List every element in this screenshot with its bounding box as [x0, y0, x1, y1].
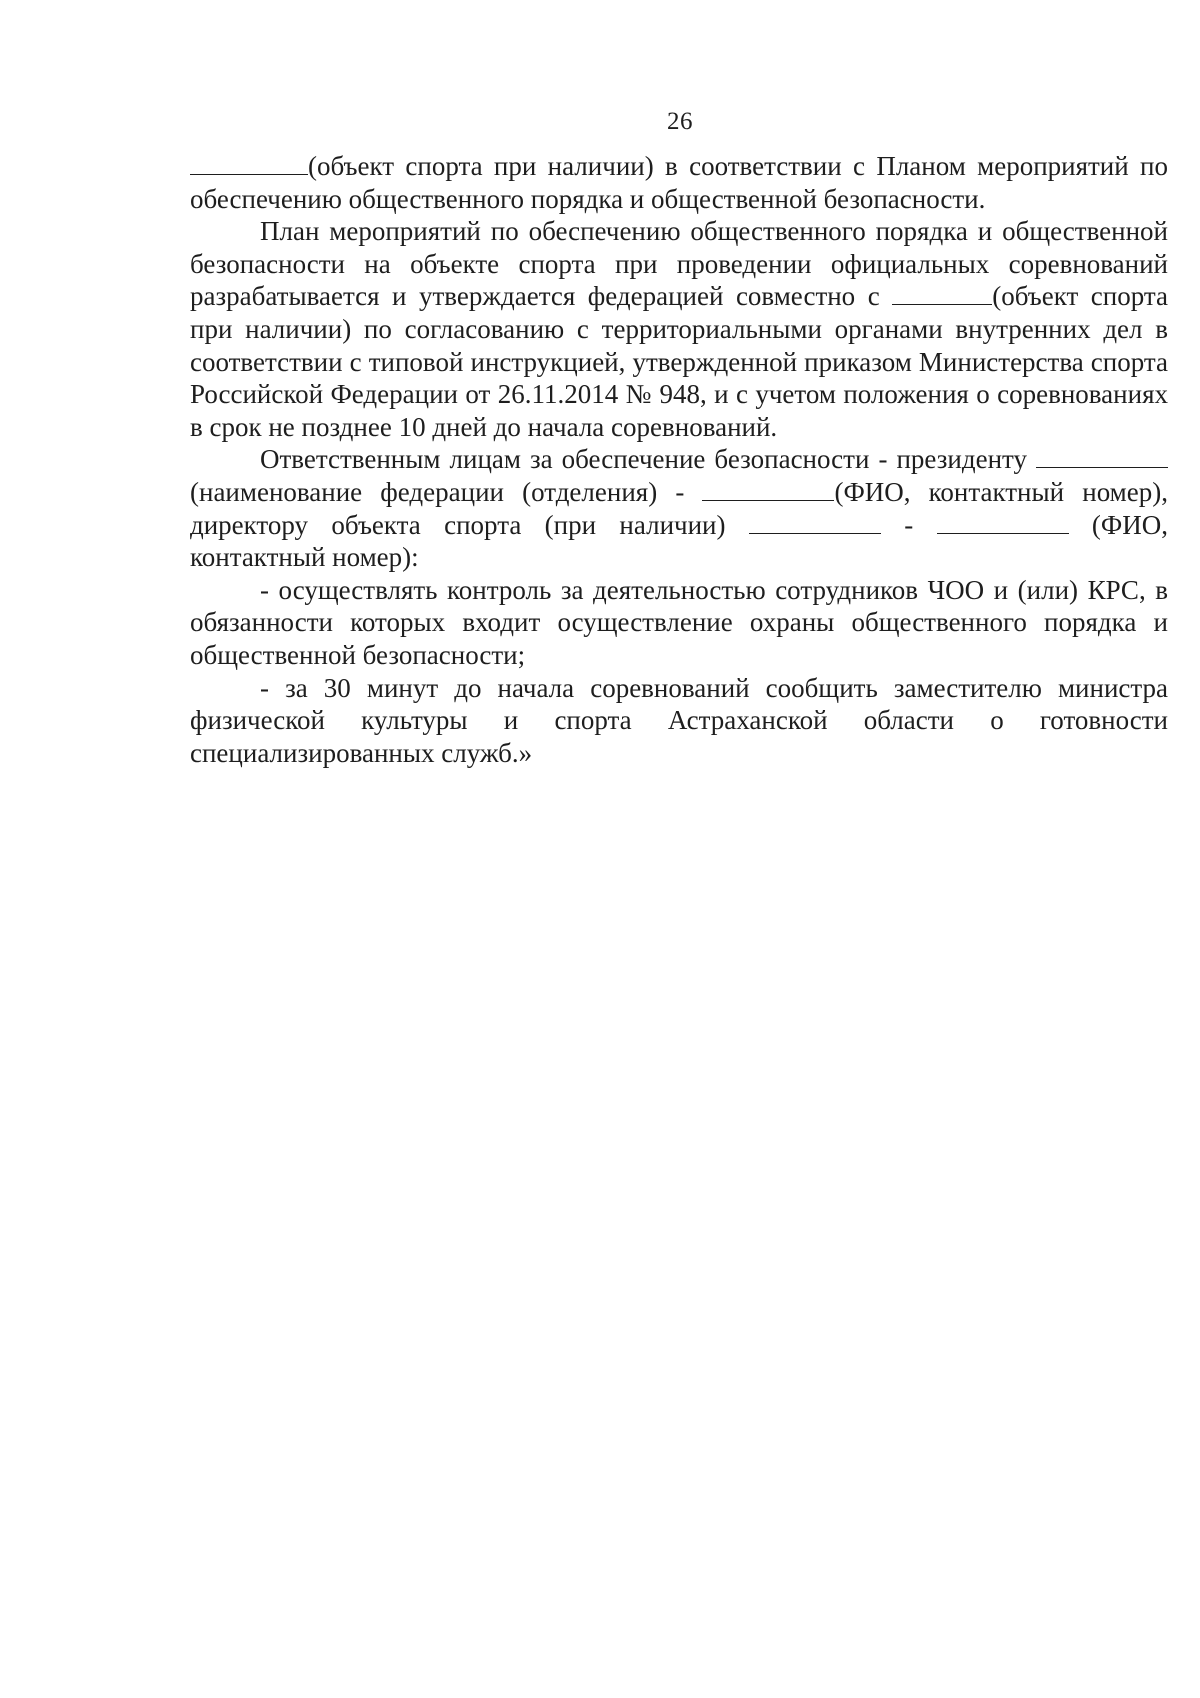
paragraph-1	[190, 150, 1168, 215]
paragraph-3	[190, 443, 1168, 573]
paragraph-3-text-part4: -	[880, 509, 937, 540]
paragraph-2-text-part2: (объект спорта при наличии) по согласованию с территориальными органами внутренних дел в соответствии с типовой инструкцией, утвержденной приказом Министерства спорта Российской Федерации от 26.11.2014 № 948, и с учетом положения о соревнованиях в срок не позднее 10 дней до начала соревнований.	[190, 281, 1168, 442]
fill-in-blank	[1036, 445, 1168, 468]
paragraph-3-text-part2: (наименование федерации (отделения) -	[190, 476, 703, 507]
page-number: 26	[667, 108, 693, 135]
fill-in-blank	[749, 511, 881, 534]
paragraph-3-text-part1: Ответственным лицам за обеспечение безопасности - президенту	[260, 444, 1036, 475]
document-body	[190, 150, 1168, 769]
paragraph-3-text-part3: (ФИО, контактный номер), директору объекта спорта (при наличии)	[190, 476, 1168, 540]
paragraph-2	[190, 215, 1168, 443]
fill-in-blank	[190, 152, 308, 175]
paragraph-3-text-part5: (ФИО, контактный номер):	[190, 509, 1168, 573]
paragraph-2-text-part1: План мероприятий по обеспечению общественного порядка и общественной безопасности на объекте спорта при проведении официальных соревнований разрабатывается и утверждается федерацией совместно с	[190, 216, 1168, 312]
paragraph-1-text: (объект спорта при наличии) в соответствии с Планом мероприятий по обеспечению общественного порядка и общественной безопасности.	[190, 151, 1168, 214]
paragraph-4	[190, 574, 1168, 672]
fill-in-blank	[937, 511, 1069, 534]
fill-in-blank	[702, 478, 834, 501]
paragraph-5	[190, 672, 1168, 770]
fill-in-blank	[892, 282, 992, 305]
paragraph-5-text: - за 30 минут до начала соревнований сообщить заместителю министра физической культуры и спорта Астраханской области о готовности специализированных служб.»	[190, 672, 1168, 768]
paragraph-4-text: - осуществлять контроль за деятельностью сотрудников ЧОО и (или) КРС, в обязанности которых входит осуществление охраны общественного порядка и общественной безопасности;	[190, 574, 1168, 670]
